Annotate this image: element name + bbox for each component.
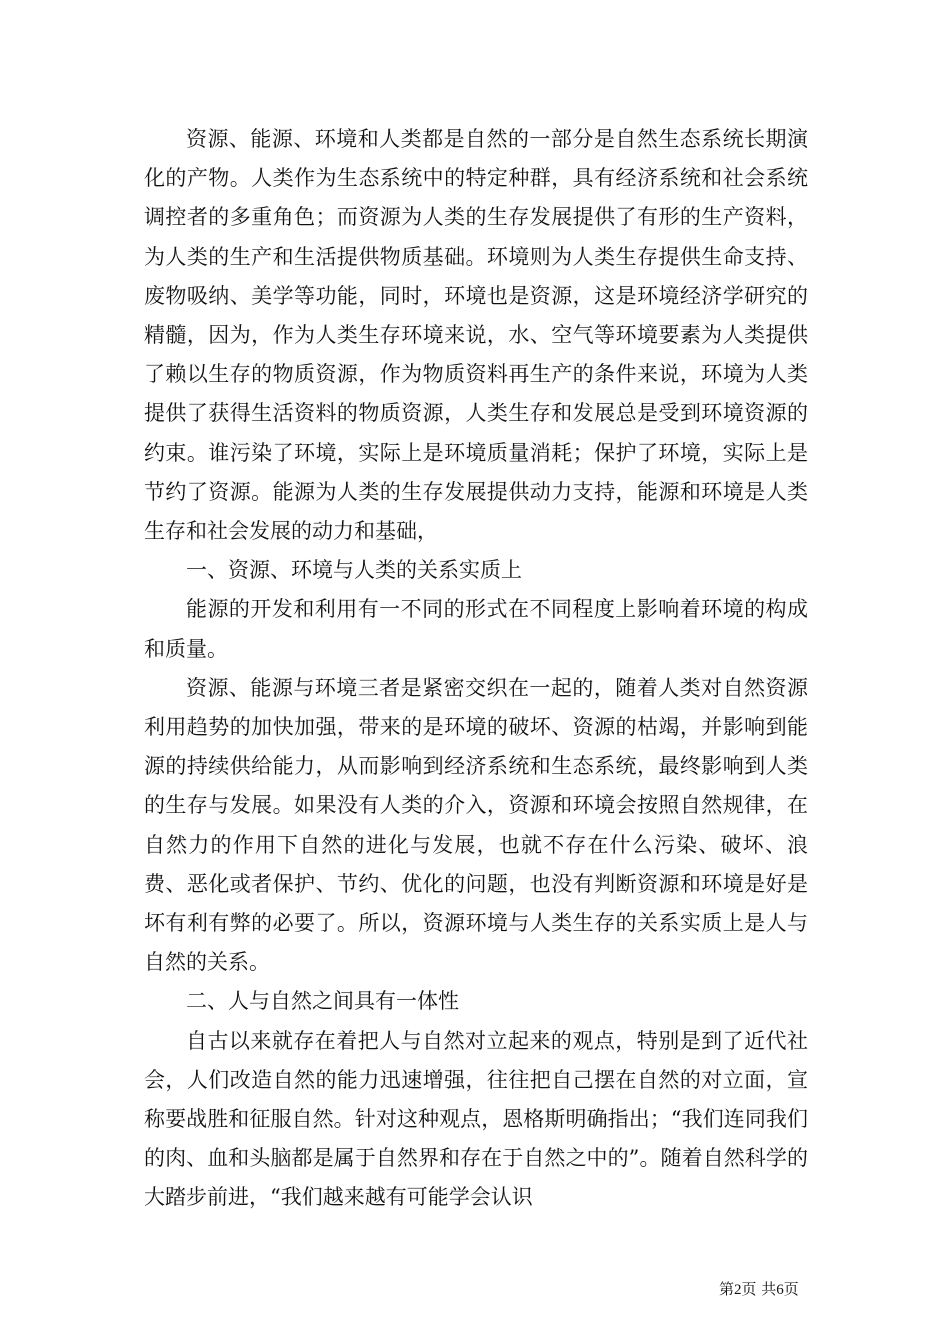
footer-suffix: 页 xyxy=(783,1280,799,1298)
total-page-count: 6 xyxy=(776,1282,784,1298)
footer-prefix: 第 xyxy=(719,1280,735,1298)
page-number-footer xyxy=(719,1280,799,1299)
document-body xyxy=(144,120,808,1218)
body-paragraph: 资源、能源、环境和人类都是自然的一部分是自然生态系统长期演化的产物。人类作为生态系统中的特定种群，具有经济系统和社会系统调控者的多重角色；而资源为人类的生存发展提供了有形的生产资料，为人类的生产和生活提供物质基础。环境则为人类生存提供生命支持、废物吸纳、美学等功能，同时，环境也是资源，这是环境经济学研究的精髓，因为，作为人类生存环境来说，水、空气等环境要素为人类提供了赖以生存的物质资源，作为物质资料再生产的条件来说，环境为人类提供了获得生活资料的物质资源，人类生存和发展总是受到环境资源的约束。谁污染了环境，实际上是环境质量消耗；保护了环境，实际上是节约了资源。能源为人类的生存发展提供动力支持，能源和环境是人类生存和社会发展的动力和基础， xyxy=(144,127,808,544)
section-heading: 二、人与自然之间具有一体性 xyxy=(186,989,459,1014)
current-page-number: 2 xyxy=(734,1282,742,1298)
body-paragraph: 资源、能源与环境三者是紧密交织在一起的，随着人类对自然资源利用趋势的加快加强，带来的是环境的破坏、资源的枯竭，并影响到能源的持续供给能力，从而影响到经济系统和生态系统，最终影响到人类的生存与发展。如果没有人类的介入，资源和环境会按照自然规律，在自然力的作用下自然的进化与发展，也就不存在什么污染、破坏、浪费、恶化或者保护、节约、优化的问题，也没有判断资源和环境是好是坏有利有弊的必要了。所以，资源环境与人类生存的关系实质上是人与自然的关系。 xyxy=(144,675,808,975)
section-heading: 一、资源、环境与人类的关系实质上 xyxy=(186,558,522,583)
body-paragraph: 自古以来就存在着把人与自然对立起来的观点，特别是到了近代社会，人们改造自然的能力迅速增强，往往把自己摆在自然的对立面，宣称要战胜和征服自然。针对这种观点，恩格斯明确指出；“我们连同我们的肉、血和头脑都是属于自然界和存在于自然之中的”。随着自然科学的大踏步前进，“我们越来越有可能学会认识 xyxy=(144,1028,808,1210)
footer-middle: 页 共 xyxy=(741,1280,777,1298)
body-paragraph: 能源的开发和利用有一不同的形式在不同程度上影响着环境的构成和质量。 xyxy=(144,597,808,661)
